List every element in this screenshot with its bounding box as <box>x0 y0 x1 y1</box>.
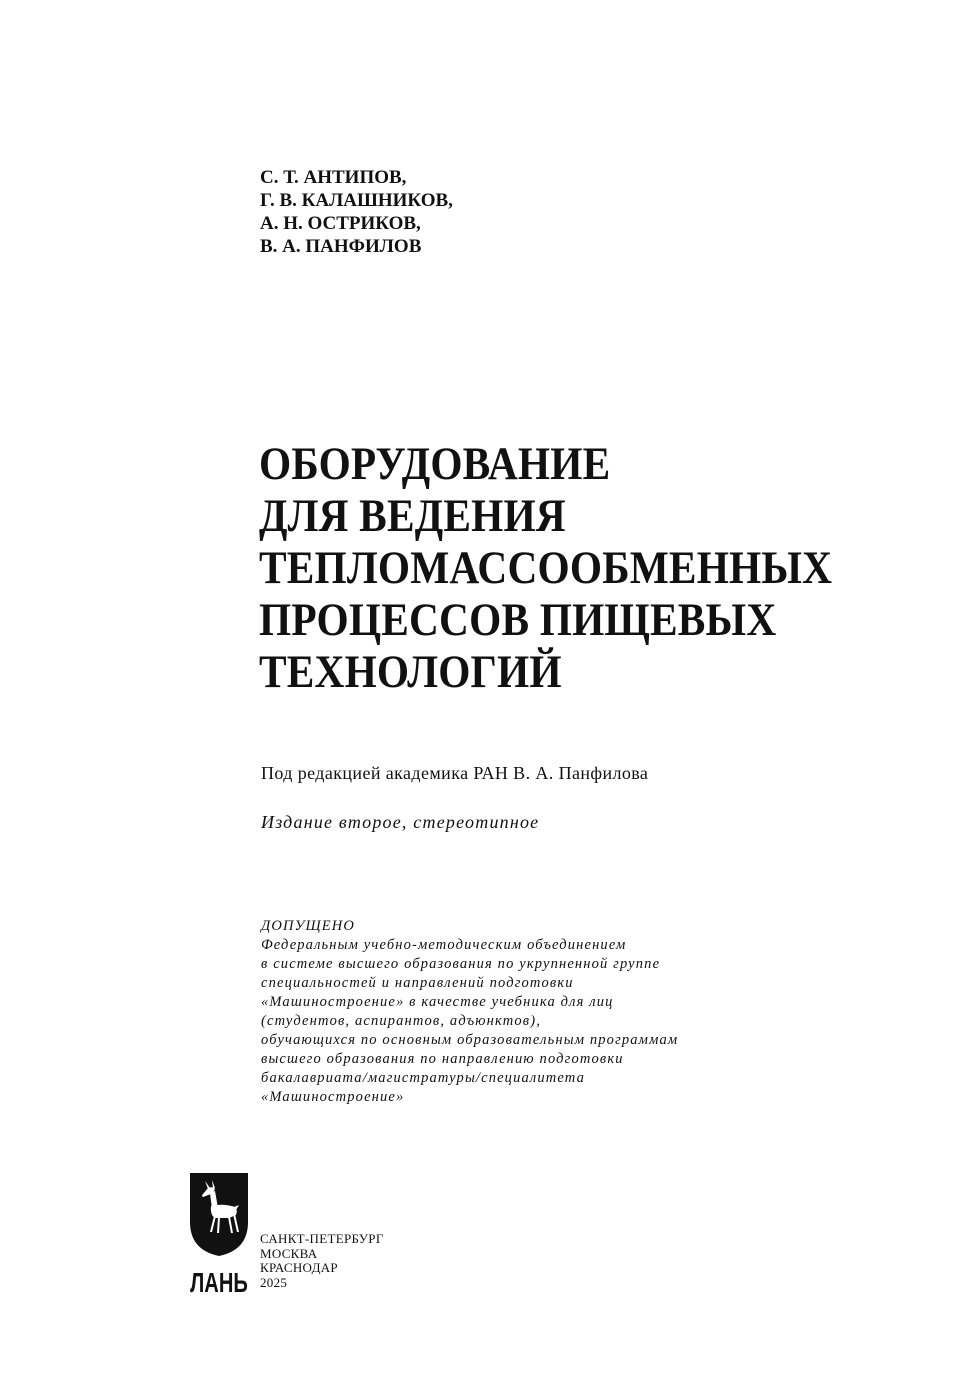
author-name: А. Н. ОСТРИКОВ, <box>260 213 421 234</box>
approval-line: «Машиностроение» в качестве учебника для лиц <box>261 994 614 1010</box>
approval-line: высшего образования по направлению подготовки <box>261 1051 624 1067</box>
approval-line: обучающихся по основным образовательным программам <box>261 1032 679 1048</box>
title-line: ТЕПЛОМАССООБМЕННЫХ <box>259 542 833 594</box>
approval-line: Федеральным учебно-методическим объединением <box>261 937 627 953</box>
author-name: В. А. ПАНФИЛОВ <box>260 236 422 257</box>
book-title <box>259 438 832 698</box>
authors-block <box>260 166 453 258</box>
approval-line: «Машиностроение» <box>261 1089 405 1105</box>
author-name: С. Т. АНТИПОВ, <box>260 167 407 188</box>
logo-lettering: ЛАНЬ <box>190 1267 248 1298</box>
publication-year: 2025 <box>260 1274 288 1290</box>
title-line: ПРОЦЕССОВ ПИЩЕВЫХ <box>259 594 777 646</box>
publisher-imprint <box>260 1232 384 1290</box>
approval-line: в системе высшего образования по укрупненной группе <box>261 956 661 972</box>
title-line: ДЛЯ ВЕДЕНИЯ <box>259 490 566 542</box>
approval-line: бакалавриата/магистратуры/специалитета <box>261 1070 585 1086</box>
editor-credit: Под редакцией академика РАН В. А. Панфилова <box>261 763 649 783</box>
publisher-logo <box>189 1172 249 1298</box>
city-name: МОСКВА <box>260 1245 318 1261</box>
title-line: ОБОРУДОВАНИЕ <box>259 438 611 490</box>
edition-note: Издание второе, стереотипное <box>261 812 540 832</box>
approval-line: (студентов, аспирантов, адъюнктов), <box>261 1013 541 1029</box>
approval-line: ДОПУЩЕНО <box>261 918 356 934</box>
city-name: КРАСНОДАР <box>260 1260 338 1275</box>
approval-line: специальностей и направлений подготовки <box>261 975 574 991</box>
doe-deer-shield-icon <box>189 1172 249 1298</box>
approval-statement <box>261 917 678 1107</box>
city-name: САНКТ-ПЕТЕРБУРГ <box>260 1231 384 1246</box>
title-line: ТЕХНОЛОГИЙ <box>259 646 562 698</box>
author-name: Г. В. КАЛАШНИКОВ, <box>260 190 453 211</box>
